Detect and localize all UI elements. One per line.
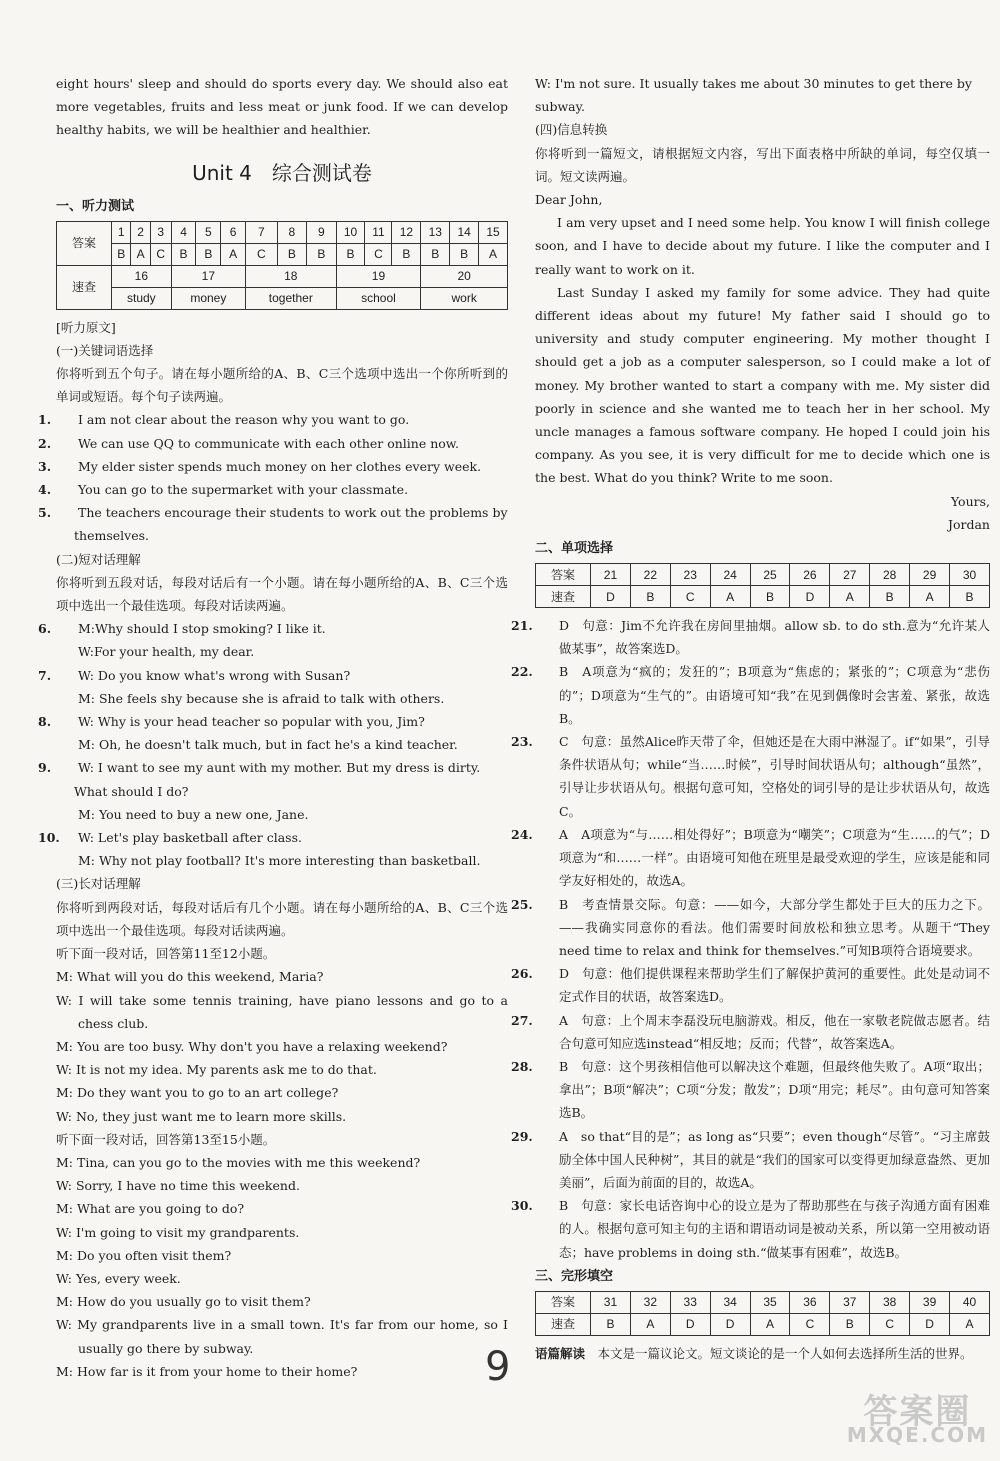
section-listening-title: 一、听力测试	[56, 198, 135, 214]
section-single-choice-title: 二、单项选择	[535, 541, 614, 557]
q-num: 17	[171, 265, 245, 287]
q-num: 31	[591, 1291, 631, 1313]
q-answer: B	[950, 586, 990, 608]
watermark	[846, 1391, 988, 1447]
passage-analysis	[535, 1342, 990, 1365]
single-choice-answer-table	[535, 563, 990, 608]
explanation-text: A so that“目的是”；as long as“只要”；even though“尽管”。“习主席鼓励全体中国人民种树”，其目的就是“我们的国家可以变得更加绿意盎然、更加美丽”，后面为前面的目的，故选A。	[559, 1128, 990, 1190]
dialog2-intro: 听下面一段对话，回答第13至15小题。	[56, 1131, 276, 1147]
part3-title: (三)长对话理解	[56, 876, 141, 892]
item-number: 25.	[511, 896, 533, 912]
dialog-line: W: Yes, every week.	[56, 1270, 181, 1286]
item-number: 28.	[511, 1058, 533, 1074]
explanation-item	[511, 1009, 990, 1055]
explanation-item	[511, 614, 990, 660]
dialog-line: W:For your health, my dear.	[78, 644, 255, 660]
item-number: 9.	[38, 760, 52, 776]
q-num: 15	[479, 221, 508, 243]
q-answer: B	[277, 243, 306, 265]
item-number: 24.	[511, 826, 533, 842]
explanation-item	[511, 660, 990, 730]
q-answer: D	[910, 1313, 950, 1335]
explanation-text: A A项意为“与……相处得好”；B项意为“嘲笑”；C项意为“生……的气”；D项意为“和……一样”。由语境可知他在班里是最受欢迎的学生，应该是能和同学友好相处的，故选A。	[559, 826, 990, 889]
q-answer: B	[196, 243, 221, 265]
q-num: 22	[630, 564, 670, 586]
dialog-item	[38, 756, 508, 802]
dialog-line: W: I will take some tennis training, have piano lessons and go to a chess club.	[56, 992, 508, 1031]
dialog-line: W: Let's play basketball after class.	[77, 830, 302, 846]
item-number: 1.	[38, 412, 52, 428]
sentence-item	[38, 478, 508, 501]
q-answer: study	[112, 287, 172, 309]
dialog-item	[38, 664, 508, 687]
table-header: 答案	[536, 564, 591, 586]
q-answer: B	[392, 243, 421, 265]
q-num: 32	[630, 1291, 670, 1313]
q-num: 23	[670, 564, 710, 586]
intro-paragraph: eight hours' sleep and should do sports every day. We should also eat more vegetables, fruits and less meat or junk food. If we can develop healthy habits, we will be healthier and healthier.	[56, 76, 508, 138]
q-num: 14	[450, 221, 479, 243]
item-number: 3.	[38, 458, 52, 474]
q-num: 6	[221, 221, 246, 243]
table-header: 答案	[57, 221, 112, 265]
dialog-line: W: No, they just want me to learn more skills.	[56, 1108, 347, 1124]
dialog-line: M: Do you often visit them?	[56, 1247, 232, 1263]
dialog-item	[38, 710, 508, 733]
q-num: 12	[392, 221, 421, 243]
q-num: 24	[710, 564, 750, 586]
q-answer: C	[365, 243, 392, 265]
q-answer: together	[246, 287, 337, 309]
sentence-item	[38, 501, 508, 547]
q-answer: C	[790, 1313, 830, 1335]
q-answer: A	[131, 243, 150, 265]
q-num: 21	[591, 564, 631, 586]
q-num: 3	[150, 221, 171, 243]
q-answer: work	[421, 287, 508, 309]
q-num: 18	[246, 265, 337, 287]
table-header: 答案	[536, 1291, 591, 1313]
sentence-item	[38, 408, 508, 431]
dialog-line: M: You need to buy a new one, Jane.	[78, 806, 309, 822]
q-answer: B	[591, 1313, 631, 1335]
item-number: 10.	[38, 830, 60, 846]
dialog-line: M: Tina, can you go to the movies with me this weekend?	[56, 1154, 421, 1170]
letter-signature: Jordan	[947, 516, 990, 532]
q-answer: A	[630, 1313, 670, 1335]
explanation-text: C 句意：虽然Alice昨天带了伞，但她还是在大雨中淋湿了。if“如果”，引导条件状语从句；while“当……时候”，引导时间状语从句；although“虽然”，引导让步状语从句。根据句意可知，空格处的词引导的是让步状语从句，故选C。	[559, 734, 990, 819]
listening-answer-table	[56, 221, 508, 310]
q-answer: school	[336, 287, 421, 309]
q-num: 13	[421, 221, 450, 243]
item-number: 30.	[511, 1198, 533, 1214]
explanation-item	[511, 1055, 990, 1125]
dialog-item	[38, 826, 508, 849]
cloze-answer-table	[535, 1291, 990, 1336]
q-answer: D	[670, 1313, 710, 1335]
item-number: 7.	[38, 667, 52, 683]
q-num: 20	[421, 265, 508, 287]
explanation-text: B 句意：这个男孩相信他可以解决这个难题，但最终他失败了。A项“取出；拿出”；B项“解决”；C项“分发；散发”；D项“用完；耗尽”。由句意可知答案选B。	[559, 1058, 990, 1121]
q-num: 8	[277, 221, 306, 243]
q-num: 30	[950, 564, 990, 586]
dialog-line: W: Sorry, I have no time this weekend.	[56, 1178, 300, 1194]
dialog-line: M: She feels shy because she is afraid to talk with others.	[78, 690, 445, 706]
item-text: I am not clear about the reason why you want to go.	[77, 412, 410, 428]
q-answer: A	[710, 586, 750, 608]
item-number: 22.	[511, 664, 533, 680]
part3-intro: 你将听到两段对话，每段对话后有几个小题。请在每小题所给的A、B、C三个选项中选出一个最佳选项。每段对话读两遍。	[56, 899, 508, 938]
dialog-line: M: Why not play football? It's more interesting than basketball.	[78, 853, 481, 869]
q-num: 5	[196, 221, 221, 243]
q-answer: C	[150, 243, 171, 265]
dialog-line: W: I'm going to visit my grandparents.	[56, 1224, 300, 1240]
item-number: 21.	[511, 618, 533, 634]
unit-title: Unit 4 综合测试卷	[192, 160, 372, 185]
letter-paragraph: I am very upset and I need some help. You know I will finish college soon, and I have to decide about my future. I like the computer and I really want to work on it.	[535, 215, 990, 277]
dialog-line: M: You are too busy. Why don't you have a relaxing weekend?	[56, 1038, 448, 1054]
listening-original-label: [听力原文]	[56, 319, 116, 335]
q-num: 1	[112, 221, 131, 243]
q-num: 16	[112, 265, 172, 287]
q-num: 11	[365, 221, 392, 243]
explanation-item	[511, 1125, 990, 1195]
item-number: 27.	[511, 1012, 533, 1028]
watermark-logo-text: 答案圈	[863, 1391, 972, 1432]
q-num: 4	[171, 221, 196, 243]
q-answer: D	[710, 1313, 750, 1335]
watermark-url: MXQE.COM	[846, 1422, 988, 1447]
q-answer: C	[670, 586, 710, 608]
explanation-text: A 句意：上个周末李磊没玩电脑游戏。相反，他在一家敬老院做志愿者。结合句意可知应选instead“相反地；反而；代替”，故答案选A。	[559, 1012, 990, 1051]
q-answer: B	[171, 243, 196, 265]
dialog-line: W: My grandparents live in a small town. It's far from our home, so I usually go there by subway.	[56, 1317, 508, 1356]
dialog-line: W: Do you know what's wrong with Susan?	[77, 667, 351, 683]
q-answer: B	[336, 243, 365, 265]
q-answer: B	[870, 586, 910, 608]
passage-analysis-label: 语篇解读	[535, 1345, 586, 1361]
q-answer: C	[246, 243, 278, 265]
q-num: 33	[670, 1291, 710, 1313]
part4-title: (四)信息转换	[535, 122, 608, 138]
q-answer: D	[790, 586, 830, 608]
explanation-text: B A项意为“疯的；发狂的”；B项意为“焦虑的；紧张的”；C项意为“悲伤的”；D项意为“生气的”。由语境可知“我”在见到偶像时会害羞、紧张，故选B。	[559, 664, 990, 726]
q-answer: C	[870, 1313, 910, 1335]
item-text: You can go to the supermarket with your classmate.	[77, 482, 409, 498]
q-answer: A	[221, 243, 246, 265]
q-answer: B	[450, 243, 479, 265]
explanation-text: B 考查情景交际。句意：——如今，大部分学生都处于巨大的压力之下。——我确实同意你的看法。他们需要时间放松和独立思考。从题干“They need time to relax and think for themselves.”可知B项符合语境要求。	[559, 896, 990, 958]
item-number: 29.	[511, 1128, 533, 1144]
item-number: 23.	[511, 734, 533, 750]
q-num: 36	[790, 1291, 830, 1313]
q-num: 37	[830, 1291, 870, 1313]
q-num: 9	[307, 221, 336, 243]
dialog-line: W: Why is your head teacher so popular with you, Jim?	[77, 714, 425, 730]
page-number: 9	[485, 1344, 511, 1390]
q-answer: A	[950, 1313, 990, 1335]
q-answer: A	[750, 1313, 790, 1335]
dialog1-intro: 听下面一段对话，回答第11至12小题。	[56, 946, 276, 962]
q-answer: B	[112, 243, 131, 265]
table-header: 速查	[536, 586, 591, 608]
q-answer: A	[910, 586, 950, 608]
dialog-line: M: What are you going to do?	[56, 1201, 245, 1217]
q-num: 28	[870, 564, 910, 586]
q-num: 29	[910, 564, 950, 586]
dialog-line: M: Oh, he doesn't talk much, but in fact he's a kind teacher.	[78, 737, 458, 753]
letter-closing: Yours,	[950, 493, 990, 509]
item-text: We can use QQ to communicate with each other online now.	[77, 435, 459, 451]
item-number: 6.	[38, 621, 52, 637]
explanation-item	[511, 823, 990, 893]
explanation-item	[511, 893, 990, 963]
q-answer: B	[750, 586, 790, 608]
q-answer: D	[591, 586, 631, 608]
item-text: My elder sister spends much money on her clothes every week.	[77, 458, 482, 474]
q-num: 25	[750, 564, 790, 586]
item-number: 5.	[38, 505, 52, 521]
q-answer: A	[479, 243, 508, 265]
explanation-item	[511, 1194, 990, 1264]
passage-analysis-text: 本文是一篇议论文。短文谈论的是一个人如何去选择所生活的世界。	[585, 1345, 973, 1361]
q-num: 39	[910, 1291, 950, 1313]
item-number: 4.	[38, 482, 52, 498]
letter-salutation: Dear John,	[535, 192, 603, 208]
part4-intro: 你将听到一篇短文，请根据短文内容，写出下面表格中所缺的单词，每空仅填一词。短文读两遍。	[535, 145, 990, 184]
q-num: 35	[750, 1291, 790, 1313]
q-num: 2	[131, 221, 150, 243]
part2-title: (二)短对话理解	[56, 551, 141, 567]
q-answer: B	[630, 586, 670, 608]
item-number: 26.	[511, 966, 533, 982]
table-header: 速查	[57, 265, 112, 309]
section-cloze-title: 三、完形填空	[535, 1268, 614, 1284]
left-column	[38, 72, 511, 1390]
q-answer: B	[421, 243, 450, 265]
explanation-text: D 句意：Jim不允许我在房间里抽烟。allow sb. to do sth.意为“允许某人做某事”，故答案选D。	[559, 618, 990, 657]
q-num: 19	[336, 265, 421, 287]
table-header: 速查	[536, 1313, 591, 1335]
item-number: 8.	[38, 714, 52, 730]
item-number: 2.	[38, 435, 52, 451]
part1-intro: 你将听到五个句子。请在每小题所给的A、B、C三个选项中选出一个你所听到的单词或短语。每个句子读两遍。	[56, 366, 508, 405]
q-answer: B	[830, 1313, 870, 1335]
part2-intro: 你将听到五段对话，每段对话后有一个小题。请在每小题所给的A、B、C三个选项中选出一个最佳选项。每段对话读两遍。	[56, 574, 508, 614]
q-num: 10	[336, 221, 365, 243]
explanation-item	[511, 962, 990, 1008]
q-answer: B	[307, 243, 336, 265]
q-num: 34	[710, 1291, 750, 1313]
letter-paragraph: Last Sunday I asked my family for some advice. They had quite different ideas about my future! My father said I should go to university and study computer engineering. My mother thought I should get a job as a computer salesperson, so I could make a lot of money. My brother wanted to start a company with me. My sister did poorly in science and she wanted me to teach her in her school. My uncle manages a famous software company. He hoped I could join his company. As you see, it is very difficult for me to decide which one is the best. What do you think? Write to me soon.	[535, 284, 990, 486]
explanation-item	[511, 730, 990, 823]
q-num: 7	[246, 221, 278, 243]
dialog-line: W: I'm not sure. It usually takes me about 30 minutes to get there by subway.	[535, 76, 972, 115]
q-answer: money	[171, 287, 245, 309]
q-answer: A	[830, 586, 870, 608]
q-num: 27	[830, 564, 870, 586]
right-column	[511, 72, 990, 1365]
dialog-line: W: I want to see my aunt with my mother. But my dress is dirty. What should I do?	[74, 760, 481, 799]
explanation-text: D 句意：他们提供课程来帮助学生们了解保护黄河的重要性。此处是动词不定式作目的状语，故答案选D。	[559, 966, 990, 1005]
q-num: 38	[870, 1291, 910, 1313]
q-num: 26	[790, 564, 830, 586]
sentence-item	[38, 432, 508, 455]
dialog-item	[38, 617, 508, 640]
q-num: 40	[950, 1291, 990, 1313]
dialog-line: M: What will you do this weekend, Maria?	[56, 969, 324, 985]
dialog-line: M: How do you usually go to visit them?	[56, 1294, 311, 1310]
dialog-line: M: How far is it from your home to their home?	[56, 1363, 358, 1379]
sentence-item	[38, 455, 508, 478]
explanation-text: B 句意：家长电话咨询中心的设立是为了帮助那些在与孩子沟通方面有困难的人。根据句意可知主句的主语和谓语动词是被动关系，所以第一空用被动语态；have problems in doing sth.“做某事有困难”，故选B。	[559, 1198, 990, 1260]
dialog-line: M:Why should I stop smoking? I like it.	[77, 621, 326, 637]
part1-title: (一)关键词语选择	[56, 342, 154, 358]
dialog-line: M: Do they want you to go to an art college?	[56, 1085, 339, 1101]
dialog-line: W: It is not my idea. My parents ask me to do that.	[56, 1062, 377, 1078]
item-text: The teachers encourage their students to work out the problems by themselves.	[74, 505, 508, 544]
